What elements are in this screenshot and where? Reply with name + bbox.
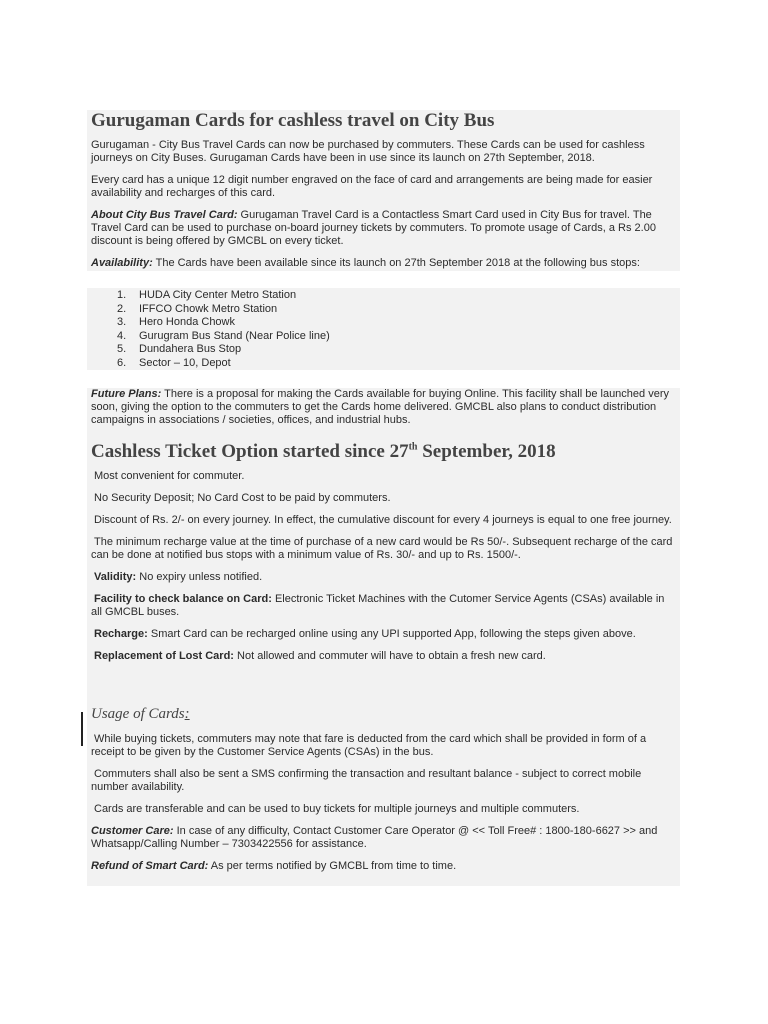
refund-text: As per terms notified by GMCBL from time to time. (208, 860, 457, 872)
text-cursor (81, 712, 83, 746)
convenient-paragraph: Most convenient for commuter. (94, 470, 245, 482)
cashless-heading (91, 441, 676, 463)
bus-stop-name: Hero Honda Chowk (139, 316, 235, 328)
about-text: Gurugaman Travel Card is a Contactless Smart Card used in City Bus for travel. The Travel Card can be used to purchase on-board journey tickets by commuters. To promote usage of Cards, a Rs 2.00 discount is being offered by GMCBL on every ticket. (91, 209, 656, 247)
bus-stop-name: Gurugram Bus Stand (Near Police line) (139, 329, 330, 342)
usage-paragraph-2: Commuters shall also be sent a SMS confirming the transaction and resultant balance - subject to correct mobile number availability. (91, 768, 642, 793)
availability-label: Availability: (91, 257, 153, 269)
balance-paragraph (91, 593, 676, 619)
unique-number-paragraph: Every card has a unique 12 digit number engraved on the face of card and arrangements are being made for easier availability and recharges of this card. (91, 174, 653, 199)
list-item (91, 289, 676, 303)
list-item (91, 330, 676, 344)
list-item (91, 357, 676, 371)
list-number: 3. (117, 316, 127, 328)
customer-care-text: In case of any difficulty, Contact Customer Care Operator @ << Toll Free# : 1800-180-6627 >> and Whatsapp/Calling Number – 7303422556 for assistance. (91, 825, 658, 850)
usage-heading-text: Usage of Cards (91, 706, 185, 722)
list-number: 6. (117, 356, 127, 369)
recharge-paragraph (91, 628, 676, 641)
bus-stop-name: Dundahera Bus Stop (139, 343, 242, 355)
customer-care-paragraph (91, 825, 676, 851)
min-recharge-paragraph: The minimum recharge value at the time of purchase of a new card would be Rs 50/-. Subsequent recharge of the card can be done at notified bus stops with a minimum value of Rs. 30/- and up to Rs. 1500/-. (91, 536, 673, 561)
refund-label: Refund of Smart Card: (91, 860, 209, 872)
cashless-heading-text: Cashless Ticket Option started since 27 (91, 441, 409, 462)
bus-stop-name: Sector – 10, Depot (139, 356, 231, 369)
about-paragraph (91, 209, 676, 248)
future-plans-label: Future Plans: (91, 388, 162, 400)
list-number: 2. (117, 302, 127, 315)
balance-text: Electronic Ticket Machines with the Cutomer Service Agents (CSAs) available in all GMCBL buses. (91, 593, 665, 618)
list-number: 5. (117, 343, 127, 355)
list-item (91, 316, 676, 330)
discount-paragraph: Discount of Rs. 2/- on every journey. In effect, the cumulative discount for every 4 journeys is equal to one free journey. (94, 514, 672, 526)
list-item (91, 303, 676, 317)
availability-text: The Cards have been available since its launch on 27th September 2018 at the following bus stops: (152, 257, 640, 269)
usage-paragraph-1: While buying tickets, commuters may note that fare is deducted from the card which shall be provided in form of a receipt to be given by the Customer Service Agents (CSAs) in the bus. (91, 733, 647, 758)
recharge-text: Smart Card can be recharged online using any UPI supported App, following the steps given above. (147, 628, 636, 640)
future-plans-paragraph (91, 388, 676, 427)
balance-label: Facility to check balance on Card: (94, 593, 272, 605)
list-number: 4. (117, 329, 127, 342)
bus-stop-name: HUDA City Center Metro Station (139, 289, 297, 301)
lost-card-label: Replacement of Lost Card: (94, 650, 234, 662)
lost-card-paragraph (91, 650, 676, 663)
page-title: Gurugaman Cards for cashless travel on City Bus (91, 110, 495, 131)
recharge-label: Recharge: (94, 628, 148, 640)
validity-text: No expiry unless notified. (136, 571, 263, 583)
list-number: 1. (117, 289, 127, 301)
usage-heading (91, 704, 676, 724)
cashless-heading-date: September, 2018 (417, 441, 556, 462)
no-deposit-paragraph: No Security Deposit; No Card Cost to be paid by commuters. (94, 492, 391, 504)
usage-paragraph-3: Cards are transferable and can be used to buy tickets for multiple journeys and multiple commuters. (94, 803, 580, 815)
bus-stop-name: IFFCO Chowk Metro Station (139, 302, 278, 315)
list-item (91, 343, 676, 357)
validity-paragraph (91, 571, 676, 584)
future-plans-text: There is a proposal for making the Cards available for buying Online. This facility shall be launched very soon, giving the option to the commuters to get the Cards home delivered. GMCBL also plans to conduct distribution campaigns in associations / societies, offices, and industrial hubs. (91, 388, 669, 426)
bus-stop-section (87, 288, 680, 370)
lost-card-text: Not allowed and commuter will have to obtain a fresh new card. (233, 650, 546, 662)
bus-stop-list (91, 288, 676, 370)
cashless-heading-sup: th (408, 441, 418, 453)
usage-heading-colon: : (184, 706, 190, 722)
refund-paragraph (91, 860, 676, 873)
intro-paragraph: Gurugaman - City Bus Travel Cards can now be purchased by commuters. These Cards can be used for cashless journeys on City Buses. Gurugaman Cards have been in use since its launch on 27th September, 2018. (91, 139, 645, 164)
about-label: About City Bus Travel Card: (91, 209, 238, 221)
intro-section (87, 110, 680, 271)
validity-label: Validity: (94, 571, 137, 583)
availability-paragraph (91, 257, 676, 270)
details-section (87, 388, 680, 886)
customer-care-label: Customer Care: (91, 825, 174, 837)
